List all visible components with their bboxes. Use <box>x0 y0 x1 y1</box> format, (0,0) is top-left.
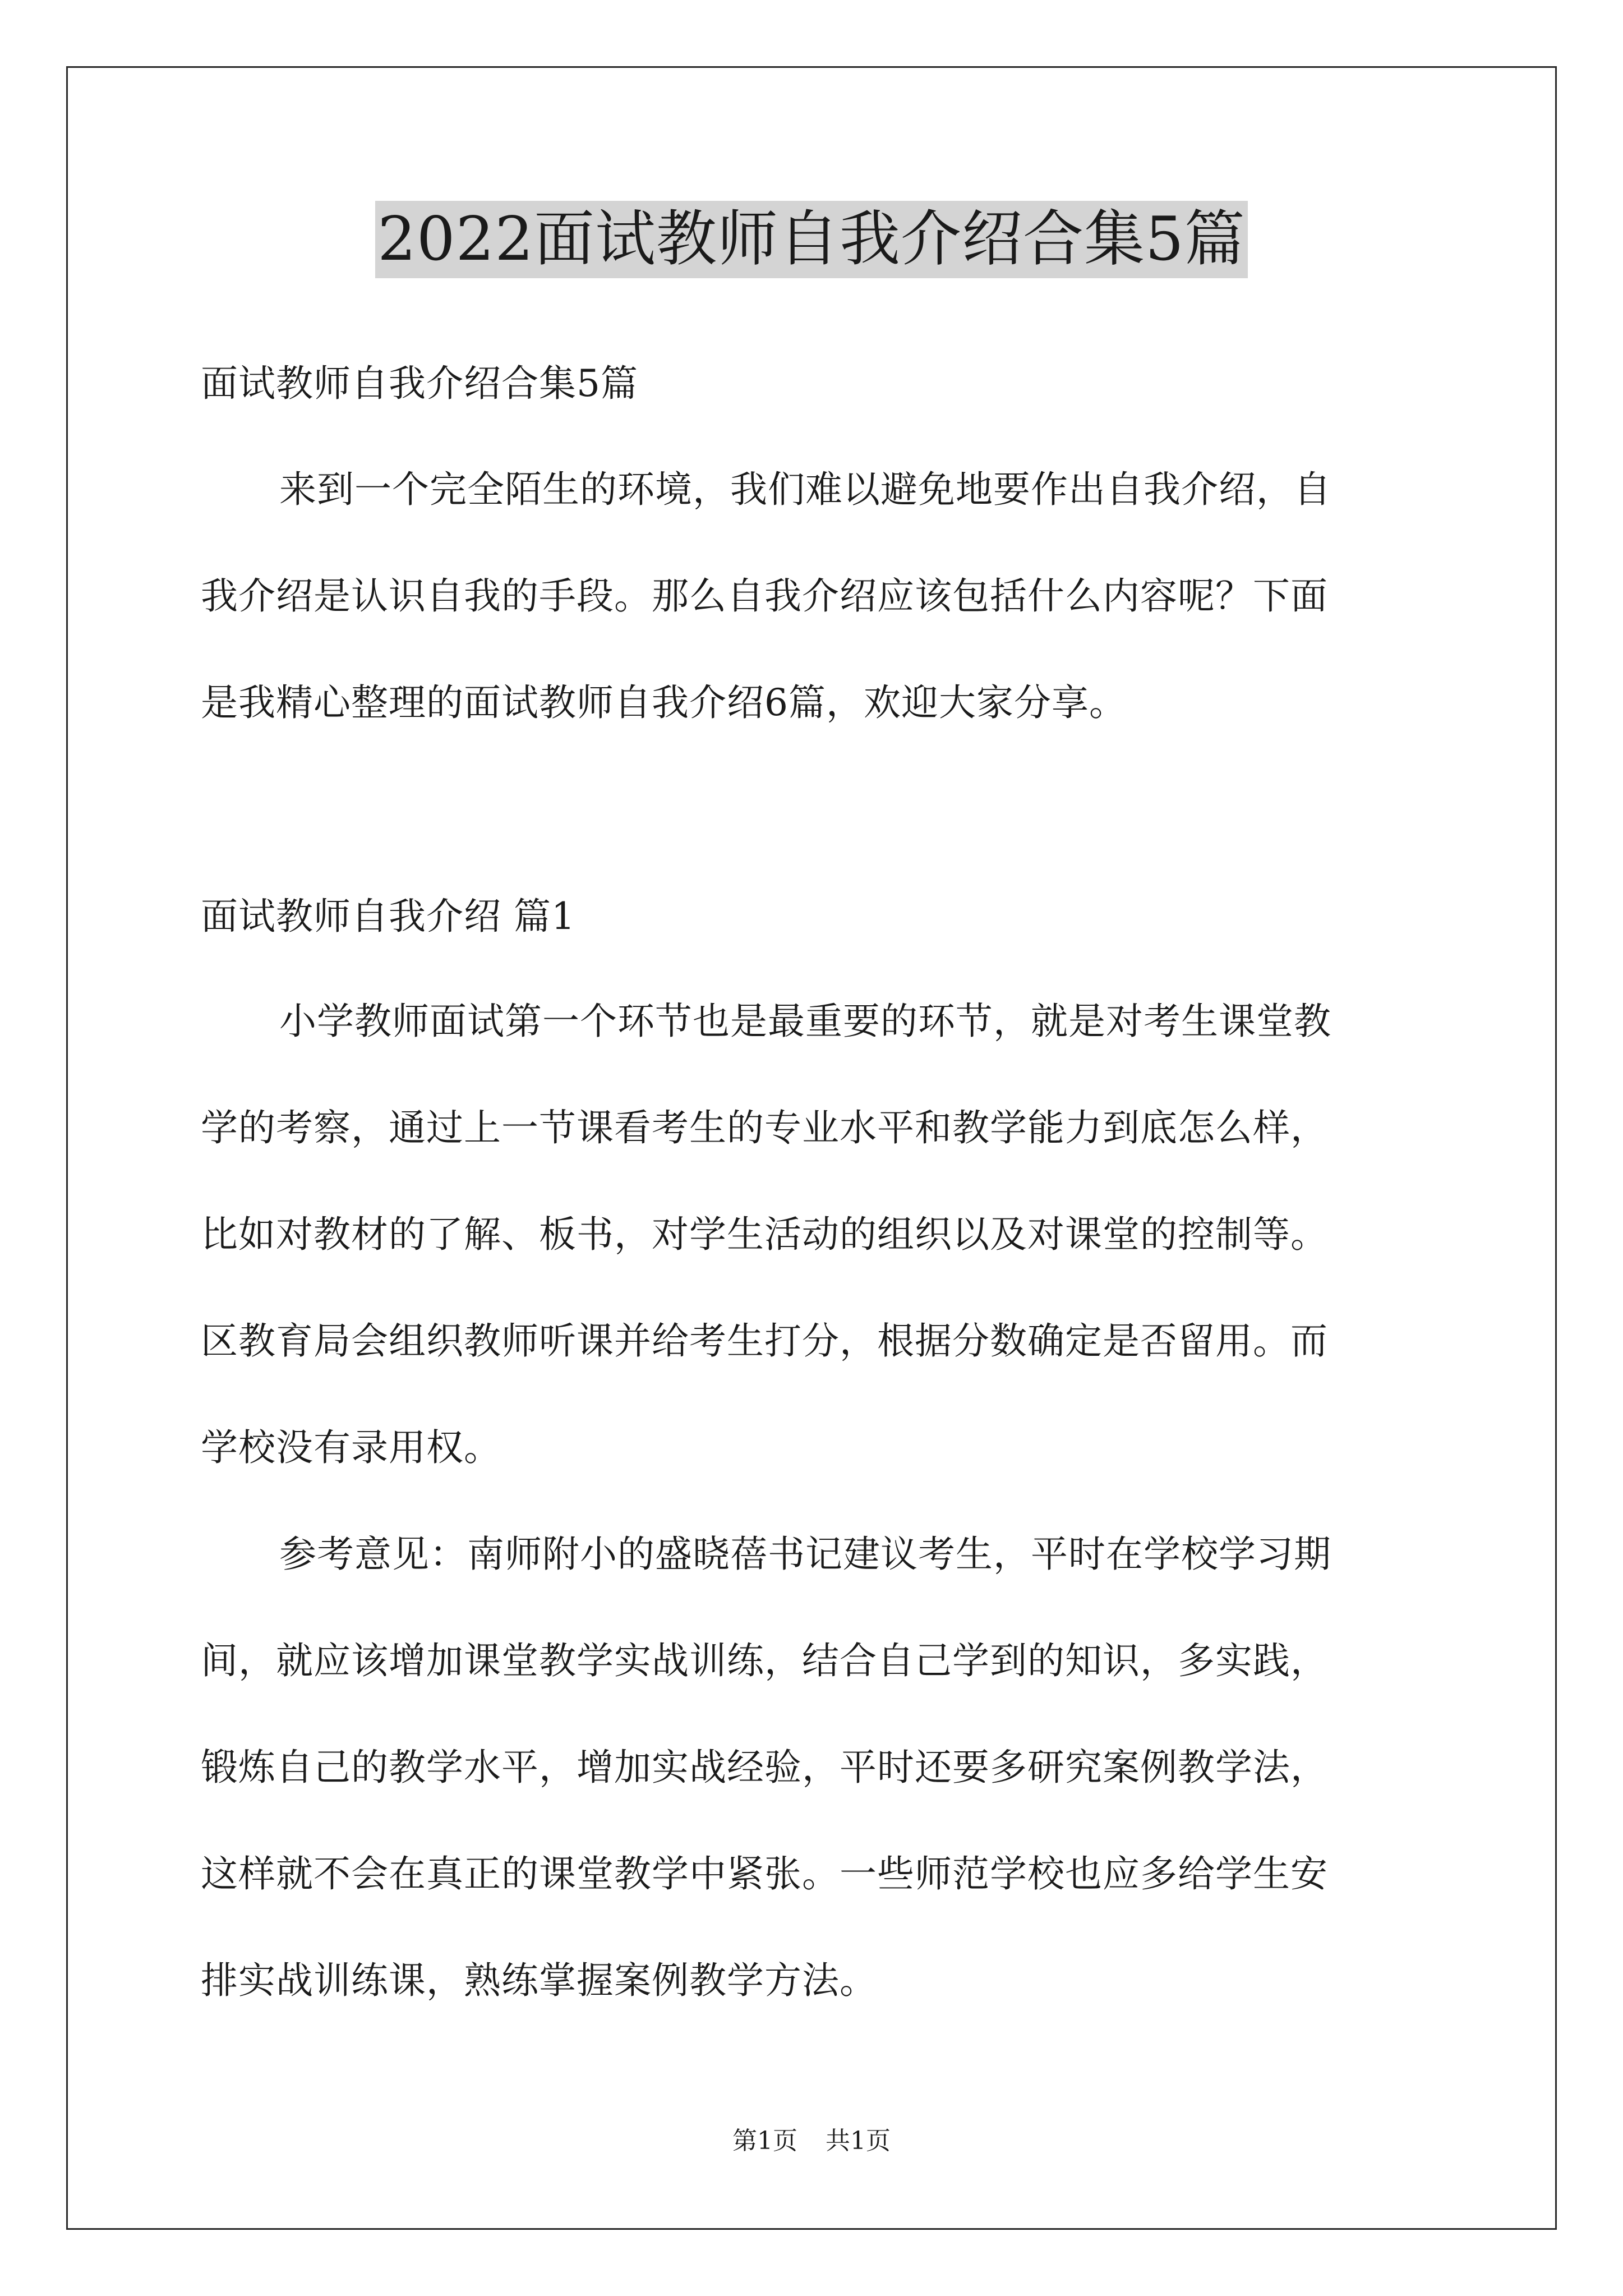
page-number-current: 第1页 <box>732 2127 797 2155</box>
paragraph-line: 锻炼自己的教学水平，增加实战经验，平时还要多研究案例教学法， <box>201 1746 1328 1789</box>
section-heading: 面试教师自我介绍 篇1 <box>201 895 575 938</box>
paragraph-line: 这样就不会在真正的课堂教学中紧张。一些师范学校也应多给学生安 <box>201 1852 1328 1895</box>
paragraph-line: 小学教师面试第一个环节也是最重要的环节，就是对考生课堂教 <box>279 1000 1331 1043</box>
document-title: 2022面试教师自我介绍合集5篇 <box>375 201 1248 278</box>
paragraph-line: 间，就应该增加课堂教学实战训练，结合自己学到的知识，多实践， <box>201 1639 1328 1682</box>
title-container <box>0 201 1623 278</box>
paragraph-line: 排实战训练课，熟练掌握案例教学方法。 <box>201 1959 877 2002</box>
paragraph-line: 学的考察，通过上一节课看考生的专业水平和教学能力到底怎么样， <box>201 1106 1328 1149</box>
section1-paragraph-2 <box>201 1501 1435 2034</box>
paragraph-line: 区教育局会组织教师听课并给考生打分，根据分数确定是否留用。而 <box>201 1319 1328 1363</box>
intro-line: 是我精心整理的面试教师自我介绍6篇，欢迎大家分享。 <box>201 681 1127 724</box>
page-number-total: 共1页 <box>826 2127 891 2155</box>
paragraph-line: 学校没有录用权。 <box>201 1426 501 1469</box>
paragraph-line: 比如对教材的了解、板书，对学生活动的组织以及对课堂的控制等。 <box>201 1213 1328 1256</box>
document-subtitle: 面试教师自我介绍合集5篇 <box>201 362 638 405</box>
section1-paragraph-1 <box>201 968 1435 1501</box>
intro-line: 来到一个完全陌生的环境，我们难以避免地要作出自我介绍，自 <box>279 468 1331 511</box>
paragraph-line: 参考意见：南师附小的盛晓蓓书记建议考生，平时在学校学习期 <box>279 1533 1331 1576</box>
page-footer <box>0 2120 1623 2156</box>
intro-paragraph <box>201 436 1435 756</box>
intro-line: 我介绍是认识自我的手段。那么自我介绍应该包括什么内容呢？下面 <box>201 574 1328 618</box>
